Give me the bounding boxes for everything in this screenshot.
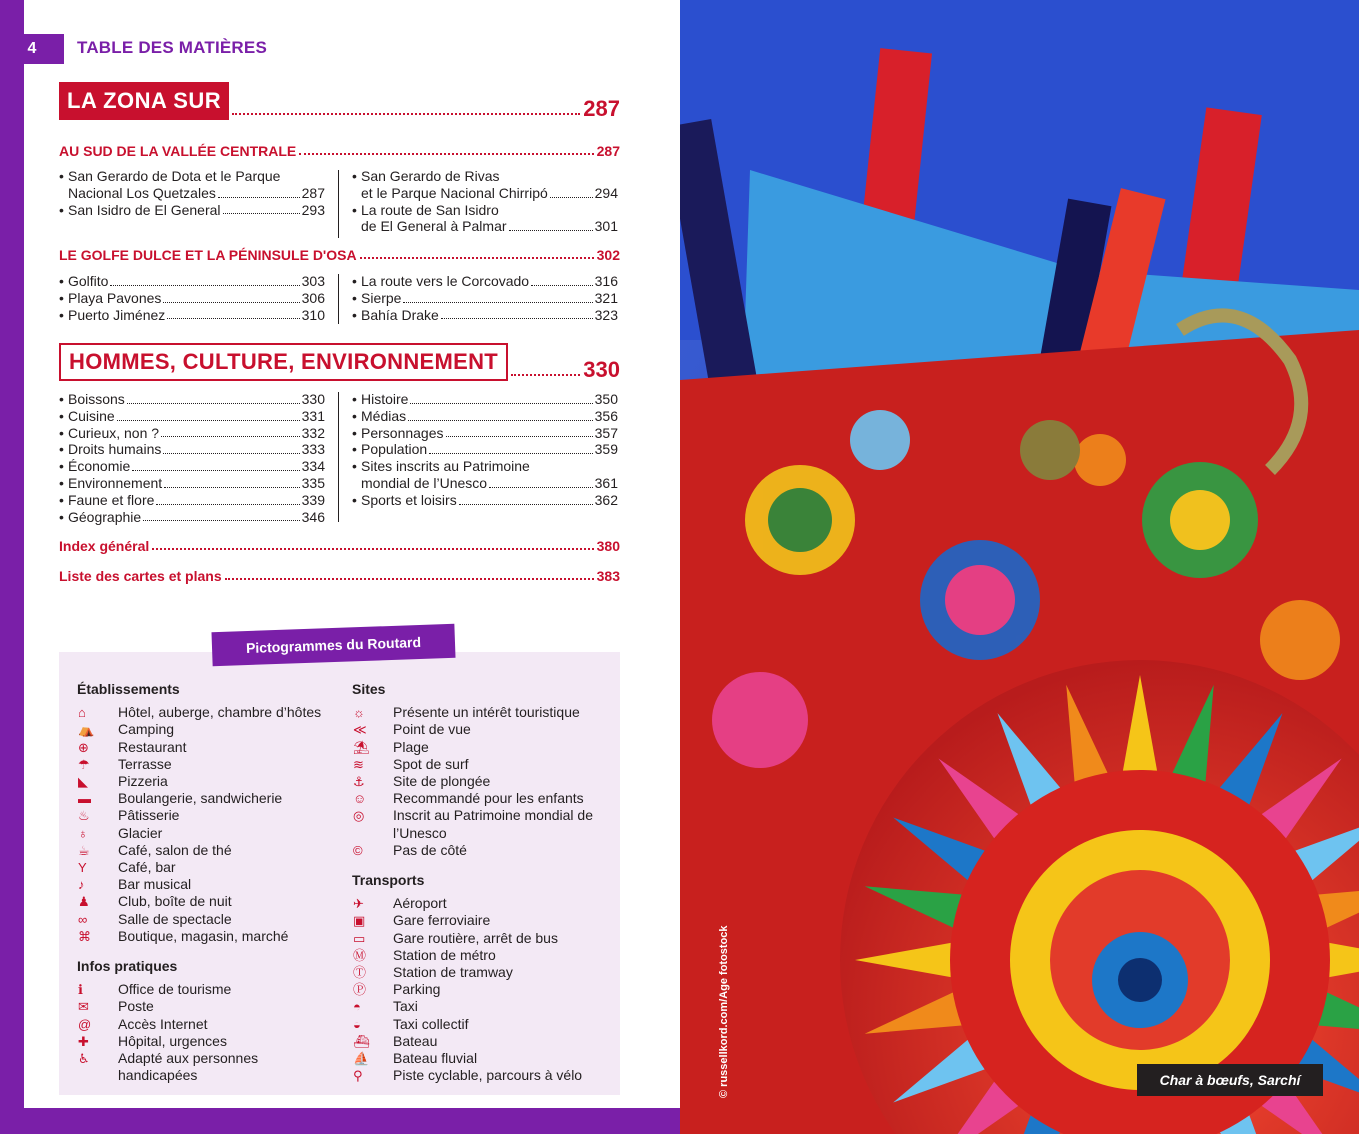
picto-label: Bateau fluvial [393,1050,478,1067]
toc-entry[interactable]: • Environnement 335 [59,474,325,491]
picto-col-right [352,681,614,1084]
column-divider [338,170,339,238]
toc-maps[interactable] [59,568,620,584]
toc-subsection-sud-vallee[interactable] [59,143,620,159]
picto-item [77,859,339,876]
subsection-page: 302 [596,247,620,263]
toc-entry[interactable]: • Économie 334 [59,458,325,475]
picto-item [352,1067,614,1084]
picto-item [352,998,614,1015]
accessible-icon: ♿ [78,1051,90,1067]
page-number: 4 [0,34,64,64]
toc-entry[interactable]: • Curieux, non ? 332 [59,424,325,441]
ox-cart-illustration [680,0,1359,1134]
picto-item [77,704,339,721]
pictograms-tag: Pictogrammes du Routard [211,624,455,666]
picto-heading-infos: Infos pratiques [77,958,178,975]
toc-entry[interactable]: de El General à Palmar 301 [361,218,618,235]
pastry-icon: ♨ [78,808,90,824]
picto-label: Plage [393,738,429,755]
mail-icon: ✉ [78,999,89,1015]
picto-heading-etablissements: Établissements [77,681,180,697]
boat-icon: ⛴ [353,1033,370,1049]
index-label: Index général [59,538,150,554]
picto-label: Site de plongée [393,773,491,790]
toc-entry[interactable]: • La route de San Isidro [352,201,499,218]
picto-item [77,790,339,807]
children-icon: ☺ [353,791,367,807]
picto-item [77,807,339,824]
toc-list-sub3-left [59,391,325,525]
picto-item [352,930,614,947]
camping-icon: ⛺ [78,722,95,738]
metro-icon: Ⓜ [353,947,367,963]
picto-label: Terrasse [118,755,172,772]
section-title: HOMMES, CULTURE, ENVIRONNEMENT [59,343,508,381]
picto-item [352,739,614,756]
toc-entry[interactable]: • San Gerardo de Dota et le Parque [59,168,281,184]
music-bar-icon: ♪ [78,877,85,893]
river-boat-icon: ⛵ [353,1051,370,1067]
dot-leader [511,374,580,376]
viewpoint-icon: ≪ [353,722,367,738]
taxi-icon: ◓ [353,999,361,1015]
toc-entry[interactable]: • Population 359 [352,441,618,458]
toc-index[interactable] [59,538,620,554]
internet-icon: @ [78,1016,92,1032]
picto-item [352,704,614,721]
picto-label: Club, boîte de nuit [118,893,232,910]
picto-col-left [77,681,339,1084]
dot-leader [299,153,593,155]
hotel-icon: ⌂ [78,705,86,721]
picto-label: Bar musical [118,876,192,893]
toc-entry[interactable]: • Personnages 357 [352,424,618,441]
picto-label: Inscrit au Patrimoine mondial de l’Unesco [393,807,593,841]
toc-entry[interactable]: • Sports et loisirs 362 [352,491,618,508]
picto-label: Hôtel, auberge, chambre d’hôtes [118,704,322,721]
toc-entry[interactable]: • Médias 356 [352,407,618,424]
picto-label: Camping [118,721,175,738]
page-title: TABLE DES MATIÈRES [77,38,267,57]
toc-entry[interactable]: • Playa Pavones 306 [59,289,325,306]
picto-label: Café, salon de thé [118,841,232,858]
picto-label: Accès Internet [118,1015,208,1032]
picto-item [352,807,614,841]
bar-icon: Y [78,860,87,876]
section-page: 287 [583,96,620,121]
bicycle-icon: ⚲ [353,1068,363,1084]
picto-label: Bateau [393,1032,438,1049]
picto-label: Boulangerie, sandwicherie [118,790,283,807]
dot-leader [232,113,580,115]
subsection-title: AU SUD DE LA VALLÉE CENTRALE [59,143,297,159]
picto-item [352,981,614,998]
picto-item [352,1016,614,1033]
toc-entry[interactable]: • Bahía Drake 323 [352,306,618,323]
shop-icon: ⌘ [78,928,91,944]
picto-label: Salle de spectacle [118,910,232,927]
picto-label: Taxi [393,998,418,1015]
picto-label: Présente un intérêt touristique [393,704,580,721]
picto-heading-transports: Transports [352,872,425,889]
ox-cart-photo [680,0,1359,1134]
parking-icon: Ⓟ [353,982,367,998]
picto-item [77,842,339,859]
picto-list-infos [77,981,339,1084]
toc-entry[interactable]: • San Gerardo de Rivas [352,168,500,184]
toc-entry[interactable]: • Puerto Jiménez 310 [59,306,325,323]
toc-entry[interactable]: • Histoire 350 [352,391,618,407]
picto-item [352,756,614,773]
picto-label: Gare ferroviaire [393,912,491,929]
toc-list-sub2-left [59,273,325,323]
toc-entry[interactable]: • Boissons 330 [59,391,325,407]
bus-icon: ▭ [353,930,366,946]
picto-item [77,981,339,998]
picto-item [77,893,339,910]
picto-label: Station de tramway [393,964,513,981]
toc-section-zona-sur[interactable] [59,82,620,120]
airport-icon: ✈ [353,896,364,912]
picto-item [77,825,339,842]
picto-label: Pizzeria [118,773,168,790]
picto-item [77,928,339,945]
diving-icon: ⚓ [353,774,365,790]
picto-label: Recommandé pour les enfants [393,790,584,807]
toc-entry[interactable]: • Cuisine 331 [59,407,325,424]
picto-item [352,1050,614,1067]
hospital-icon: ✚ [78,1033,89,1049]
picto-item [352,773,614,790]
off-track-icon: © [353,842,363,858]
picto-item [352,1033,614,1050]
toc-entry[interactable]: • San Isidro de El General 293 [59,201,325,218]
picto-heading-sites: Sites [352,681,386,697]
picto-item [77,721,339,738]
picto-label: Poste [118,998,154,1015]
toc-list-sub2-right [352,273,618,323]
left-edge-bar [0,0,24,1134]
beach-icon: ⛱ [353,739,370,755]
picto-label: Piste cyclable, parcours à vélo [393,1067,583,1084]
toc-list-sub3-right [352,391,618,509]
picto-item [77,1050,339,1084]
picto-item [77,1016,339,1033]
dot-leader [152,548,593,550]
picto-label: Glacier [118,824,163,841]
bottom-edge-bar [0,1108,680,1134]
dot-leader [225,578,594,580]
picto-item [352,721,614,738]
picto-label: Office de tourisme [118,981,232,998]
picto-item [77,739,339,756]
picto-item [352,842,614,859]
wheel-ray [1329,943,1359,977]
dot-leader [360,257,594,259]
picto-item [77,756,339,773]
toc-entry[interactable]: Nacional Los Quetzales 287 [68,184,325,201]
picto-label: Parking [393,981,441,998]
picto-item [77,773,339,790]
surf-icon: ≋ [353,756,364,772]
unesco-icon: ◎ [353,808,365,824]
toc-entry[interactable]: • Sierpe 321 [352,289,618,306]
subsection-title: LE GOLFE DULCE ET LA PÉNINSULE D'OSA [59,247,357,263]
theatre-icon: ∞ [78,911,88,927]
pictograms-panel [59,652,620,1095]
toc-section-hommes[interactable] [59,343,620,381]
bakery-icon: ▬ [78,791,91,807]
toc-subsection-golfe-dulce[interactable] [59,247,620,263]
picto-item [77,998,339,1015]
picto-label: Hôpital, urgences [118,1032,227,1049]
restaurant-icon: ⊕ [78,739,89,755]
index-page: 380 [596,538,620,554]
subsection-page: 287 [596,143,620,159]
section-title: LA ZONA SUR [59,82,229,120]
picto-label: Adapté aux personnes handicapées [118,1050,259,1084]
photo-credit: © russellkord.com/Age fotostock [718,925,730,1098]
picto-item [352,947,614,964]
column-divider [338,274,339,324]
toc-list-sub1-left [59,168,325,218]
picto-label: Gare routière, arrêt de bus [393,929,558,946]
nightclub-icon: ♟ [78,894,90,910]
toc-entry[interactable]: • Géographie 346 [59,508,325,525]
section-page: 330 [583,357,620,382]
picto-label: Pâtisserie [118,807,180,824]
toc-list-sub1-right [352,168,618,235]
picto-label: Restaurant [118,738,187,755]
picto-label: Station de métro [393,946,496,963]
picto-list-transports [352,895,614,1084]
terrace-icon: ☂ [78,756,90,772]
picto-label: Point de vue [393,721,471,738]
pizzeria-icon: ◣ [78,774,88,790]
picto-item [352,790,614,807]
maps-page: 383 [596,568,620,584]
tea-room-icon: ☕ [78,842,90,858]
picto-item [352,895,614,912]
toc-entry[interactable]: • Faune et flore 339 [59,491,325,508]
ice-cream-icon: ♁ [78,825,88,841]
picto-label: Taxi collectif [393,1015,469,1032]
train-icon: ▣ [353,913,366,929]
info-icon: ℹ [78,982,83,998]
picto-label: Pas de côté [393,841,467,858]
picto-item [352,912,614,929]
toc-entry[interactable]: • Sites inscrits au Patrimoine [352,458,530,475]
picto-label: Aéroport [393,895,447,912]
shared-taxi-icon: ◒ [353,1016,361,1032]
maps-label: Liste des cartes et plans [59,568,222,584]
toc-entry[interactable]: • La route vers le Corcovado 316 [352,273,618,289]
tourist-interest-icon: ☼ [353,705,365,721]
picto-item [77,876,339,893]
toc-entry[interactable]: • Golfito 303 [59,273,325,289]
picto-label: Boutique, magasin, marché [118,927,289,944]
picto-item [77,911,339,928]
picto-list-sites [352,704,614,859]
toc-entry[interactable]: mondial de l’Unesco 361 [361,474,618,491]
photo-caption: Char à bœufs, Sarchí [1137,1064,1323,1096]
toc-entry[interactable]: et le Parque Nacional Chirripó 294 [361,184,618,201]
tramway-icon: Ⓣ [353,965,367,981]
picto-item [77,1033,339,1050]
toc-entry[interactable]: • Droits humains 333 [59,441,325,458]
picto-list-etablissements [77,704,339,945]
picto-item [352,964,614,981]
picto-label: Spot de surf [393,755,469,772]
column-divider [338,392,339,522]
picto-label: Café, bar [118,859,176,876]
